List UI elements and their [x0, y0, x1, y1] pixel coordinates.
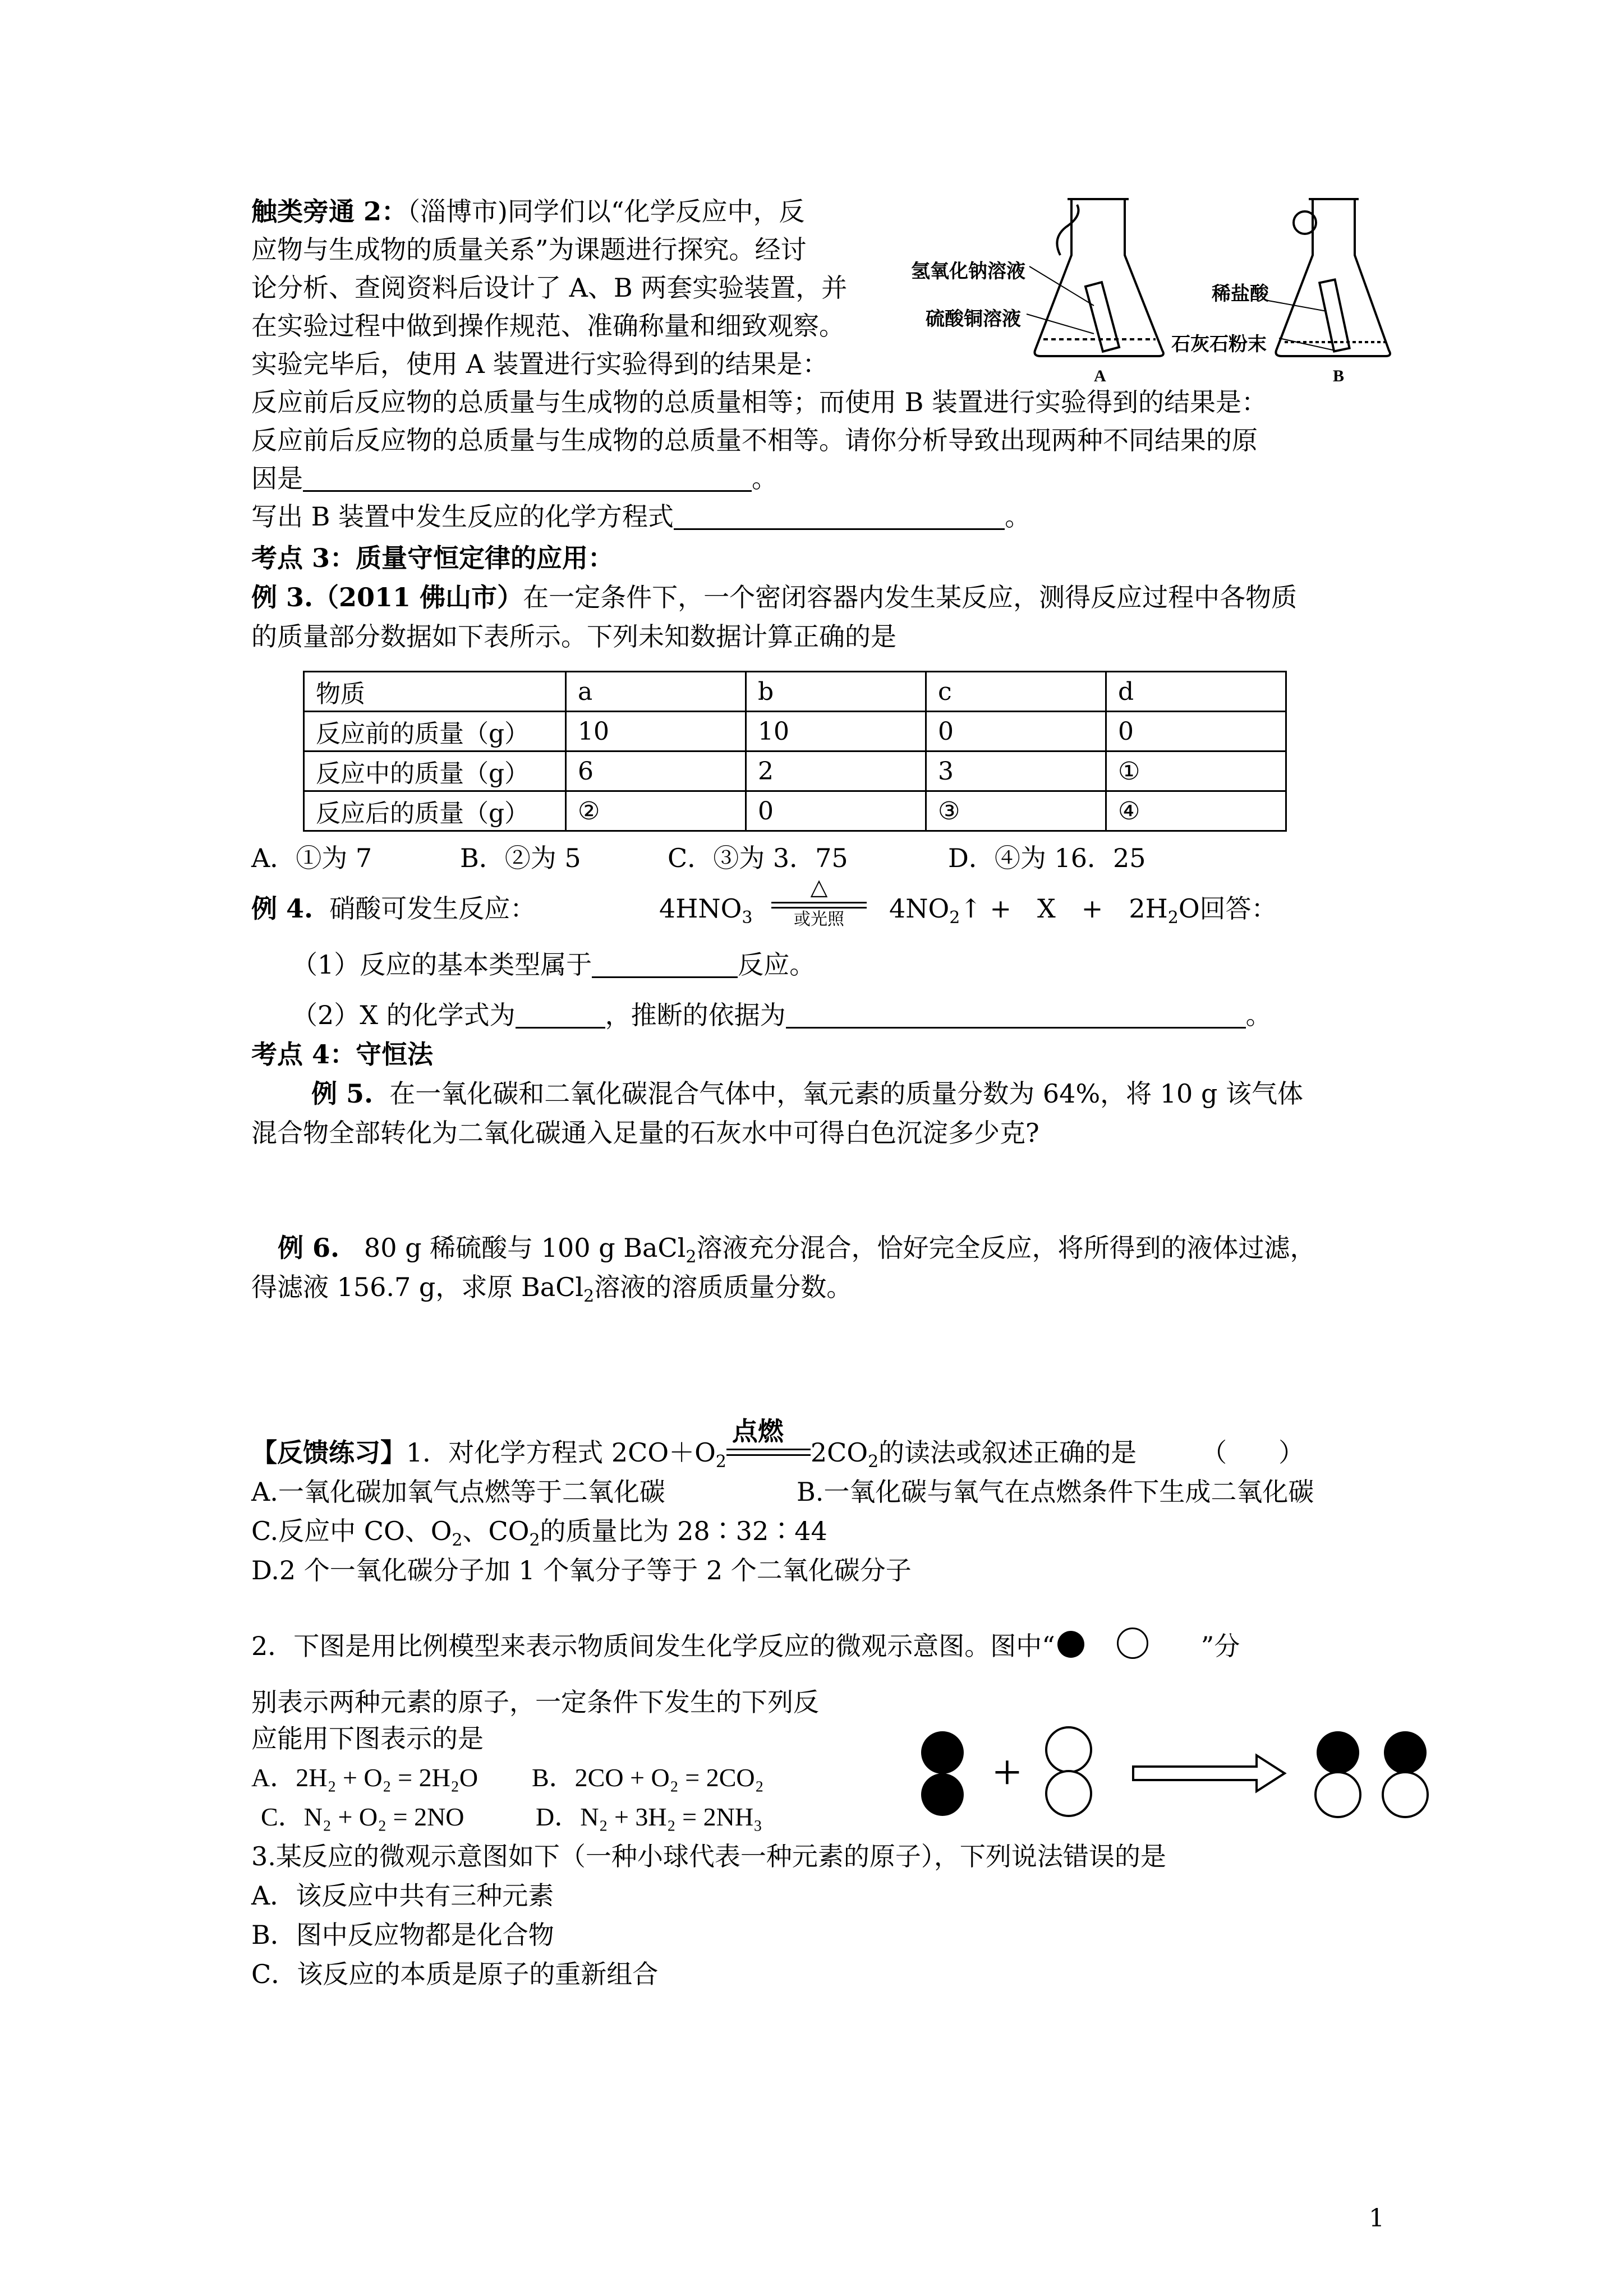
fb-q1-condition [726, 1416, 811, 1472]
ex4-q1 [292, 945, 815, 984]
flask-a [1034, 199, 1163, 356]
ex3-data-table [303, 671, 1287, 832]
ex5-line-1 [311, 1074, 1303, 1113]
sub: 2 [583, 1287, 595, 1306]
fb-q1-product: 2CO [810, 1437, 868, 1468]
table-cell: 反应中的质量（g） [304, 751, 566, 791]
fb-q2-option-d[interactable]: D．N₂ + 3H₂ = 2NH₃ [536, 1802, 763, 1831]
ex2-line-2: 应物与生成物的质量关系”为课题进行探究。经讨 [251, 234, 807, 265]
ex2-line-3: 论分析、查阅资料后设计了 A、B 两套实验装置，并 [251, 273, 848, 303]
sub: 2 [715, 1452, 726, 1472]
opt-c-text: 、CO [462, 1516, 530, 1546]
table-cell: a [566, 672, 746, 712]
ex3-option-b[interactable]: B．②为 5 [460, 843, 581, 873]
fb-q1-text: 1．对化学方程式 2CO＋O [406, 1437, 716, 1468]
plus-sign: + [993, 1745, 1022, 1800]
ex4-q2 [292, 995, 1272, 1035]
fb-q1-option-c[interactable] [251, 1511, 827, 1551]
fb-q2-tail: ”分 [1200, 1631, 1240, 1661]
q1-tail: 反应。 [738, 949, 816, 980]
hno3: 4HNO [659, 893, 742, 924]
fb-q3-option-b[interactable]: B．图中反应物都是化合物 [251, 1920, 554, 1950]
table-cell: d [1106, 672, 1286, 712]
ex2-line-5: 实验完毕后，使用 A 装置进行实验得到的结果是： [251, 349, 829, 379]
table-cell: 0 [746, 791, 926, 831]
ex2-text-1: （淄博市)同学们以“化学反应中，反 [407, 196, 805, 227]
fb-q3-option-c[interactable]: C．该反应的本质是原子的重新组合 [251, 1959, 659, 1989]
table-cell: ③ [926, 791, 1106, 831]
label-cuso4: 硫酸铜溶液 [926, 309, 1021, 330]
q1-text: （1）反应的基本类型属于 [292, 949, 592, 980]
ex2-reason-blank[interactable] [303, 463, 752, 492]
sub: 2 [529, 1530, 540, 1550]
ex2-line-7: 反应前后反应物的总质量与生成物的总质量不相等。请你分析导致出现两种不同结果的原 [251, 425, 1258, 455]
table-cell: b [746, 672, 926, 712]
white-atom-icon [1117, 1628, 1148, 1659]
fb-q2-option-a[interactable]: A．2H₂ + O₂ = 2H₂O [251, 1763, 479, 1792]
table-row [304, 712, 1286, 751]
ex4-text: 硝酸可发生反应： [329, 893, 536, 924]
table-cell: 10 [566, 712, 746, 751]
table-cell: 0 [1106, 712, 1286, 751]
ex3-label: 例 3.（2011 佛山市） [251, 582, 523, 612]
ex6-text-1: 80 g 稀硫酸与 100 g BaCl [364, 1233, 686, 1263]
triangle-icon: △ [810, 874, 828, 900]
sub: 2 [452, 1530, 463, 1550]
table-row [304, 751, 1286, 791]
answer-prompt: O回答： [1178, 893, 1277, 924]
ex2-reason-prompt: 因是 [251, 463, 303, 494]
fb-q1-tail: 的读法或叙述正确的是 （ ） [878, 1437, 1305, 1468]
label-limestone: 石灰石粉末 [1171, 334, 1267, 355]
fb-title: 【反馈练习】 [251, 1437, 406, 1468]
table-cell: 10 [746, 712, 926, 751]
fb-q3-option-a[interactable]: A．该反应中共有三种元素 [251, 1880, 554, 1911]
ex2-line-1 [251, 192, 805, 231]
ex6-text-2b: 溶液的溶质质量分数。 [594, 1272, 853, 1302]
table-cell: 反应后的质量（g） [304, 791, 566, 831]
period: 。 [1005, 501, 1031, 532]
caption-a: A [1094, 367, 1106, 385]
opt-c-text: C.反应中 CO、O [251, 1516, 452, 1546]
ex6-label: 例 6. [278, 1233, 340, 1263]
kp3-title: 考点 3：质量守恒定律的应用： [251, 543, 614, 573]
ex2-line-4: 在实验过程中做到操作规范、准确称量和细致观察。 [251, 311, 845, 341]
sub: 2 [686, 1247, 697, 1267]
ex4-equation-left [659, 889, 752, 928]
flask-apparatus-figure [909, 188, 1402, 390]
fb-q2-option-b[interactable]: B．2CO + O₂ = 2CO₂ [532, 1763, 764, 1792]
ex6-text-1b: 溶液充分混合，恰好完全反应，将所得到的液体过滤， [696, 1233, 1316, 1263]
opt-c-text: 的质量比为 28∶32∶44 [540, 1516, 827, 1546]
atom-legend [1055, 1626, 1201, 1660]
table-cell: 3 [926, 751, 1106, 791]
ex2-title: 触类旁通 2： [251, 196, 408, 227]
ex3-text-1: 在一定条件下，一个密闭容器内发生某反应，测得反应过程中各物质 [523, 582, 1298, 612]
fb-q3-line: 3.某反应的微观示意图如下（一种小球代表一种元素的原子），下列说法错误的是 [251, 1841, 1166, 1871]
ex6-line-2 [251, 1267, 852, 1307]
ex4-label: 例 4. [251, 893, 314, 924]
sub: 2 [949, 908, 960, 928]
caption-b: B [1333, 367, 1345, 385]
q2-text: （2）X 的化学式为 [292, 1000, 516, 1030]
fb-q1-option-d[interactable]: D.2 个一氧化碳分子加 1 个氧分子等于 2 个二氧化碳分子 [251, 1555, 912, 1585]
sub: 2 [1167, 908, 1179, 928]
table-cell: 0 [926, 712, 1106, 751]
ex5-text-1: 在一氧化碳和二氧化碳混合气体中，氧元素的质量分数为 64%，将 10 g 该气体 [389, 1078, 1304, 1109]
ex4-q2-blank-basis[interactable] [786, 1000, 1246, 1029]
ex4-q2-blank-formula[interactable] [516, 1000, 605, 1029]
ex5-line-2: 混合物全部转化为二氧化碳通入足量的石灰水中可得白色沉淀多少克? [251, 1118, 1039, 1148]
fb-q2-line-1 [251, 1626, 1240, 1666]
fb-q2-line-3: 应能用下图表示的是 [251, 1723, 484, 1754]
fb-q2-line-2: 别表示两种元素的原子，一定条件下发生的下列反 [251, 1687, 819, 1717]
table-row [304, 791, 1286, 831]
ex3-line-1 [251, 578, 1297, 617]
fb-q2-option-c[interactable]: C．N₂ + O₂ = 2NO [261, 1802, 464, 1831]
label-naoh: 氢氧化钠溶液 [911, 261, 1025, 282]
table-cell: ② [566, 791, 746, 831]
fb-q1-option-b[interactable]: B.一氧化碳与氧气在点燃条件下生成二氧化碳 [797, 1477, 1314, 1507]
fb-q1-option-a[interactable]: A.一氧化碳加氧气点燃等于二氧化碳 [251, 1477, 665, 1507]
table-cell: 2 [746, 751, 926, 791]
ex2-equation-prompt: 写出 B 装置中发生反应的化学方程式 [251, 501, 674, 532]
ex4-line [251, 889, 536, 928]
ex4-condition [771, 875, 867, 931]
ex5-label: 例 5. [311, 1078, 374, 1109]
table-cell: ④ [1106, 791, 1286, 831]
ex6-line-1 [278, 1228, 1316, 1267]
ex3-line-2: 的质量部分数据如下表所示。下列未知数据计算正确的是 [251, 621, 896, 652]
ex4-equation-right [889, 889, 1277, 928]
ex3-option-a[interactable]: A．①为 7 [251, 843, 372, 873]
sub: 2 [868, 1452, 879, 1472]
products: ↑ + X + 2H [960, 893, 1168, 924]
table-cell: 反应前的质量（g） [304, 712, 566, 751]
ex2-line-9 [251, 497, 1030, 536]
ex2-line-8 [251, 459, 778, 498]
black-atom-icon [1057, 1631, 1084, 1658]
ex3-option-c[interactable]: C．③为 3．75 [668, 843, 848, 873]
ignite-label: 点燃 [732, 1416, 784, 1446]
table-cell: 物质 [304, 672, 566, 712]
table-cell: c [926, 672, 1106, 712]
q2-mid: ，推断的依据为 [605, 1000, 786, 1030]
reaction-model-diagram [898, 1705, 1459, 1839]
table-cell: 6 [566, 751, 746, 791]
fb-q2-text: 2．下图是用比例模型来表示物质间发生化学反应的微观示意图。图中“ [251, 1631, 1055, 1661]
no2: 4NO [889, 893, 950, 924]
fb-q1-line [251, 1416, 1305, 1472]
ex2-line-6: 反应前后反应物的总质量与生成物的总质量相等；而使用 B 装置进行实验得到的结果是： [251, 387, 1268, 417]
table-cell: ① [1106, 751, 1286, 791]
sub: 3 [742, 908, 753, 928]
ex2-equation-blank[interactable] [674, 501, 1005, 530]
label-hcl: 稀盐酸 [1212, 284, 1269, 305]
ex4-q1-blank[interactable] [592, 949, 738, 978]
ex6-text-2: 得滤液 156.7 g，求原 BaCl [251, 1272, 584, 1302]
flask-b [1276, 199, 1390, 356]
kp4-title: 考点 4：守恒法 [251, 1039, 434, 1069]
table-row [304, 672, 1286, 712]
period: 。 [1245, 1000, 1272, 1030]
ex3-option-d[interactable]: D．④为 16．25 [948, 843, 1146, 873]
period: 。 [752, 463, 778, 494]
page-number: 1 [1369, 2204, 1384, 2233]
condition-light: 或光照 [794, 910, 844, 929]
arrow-right-icon [1133, 1755, 1285, 1791]
